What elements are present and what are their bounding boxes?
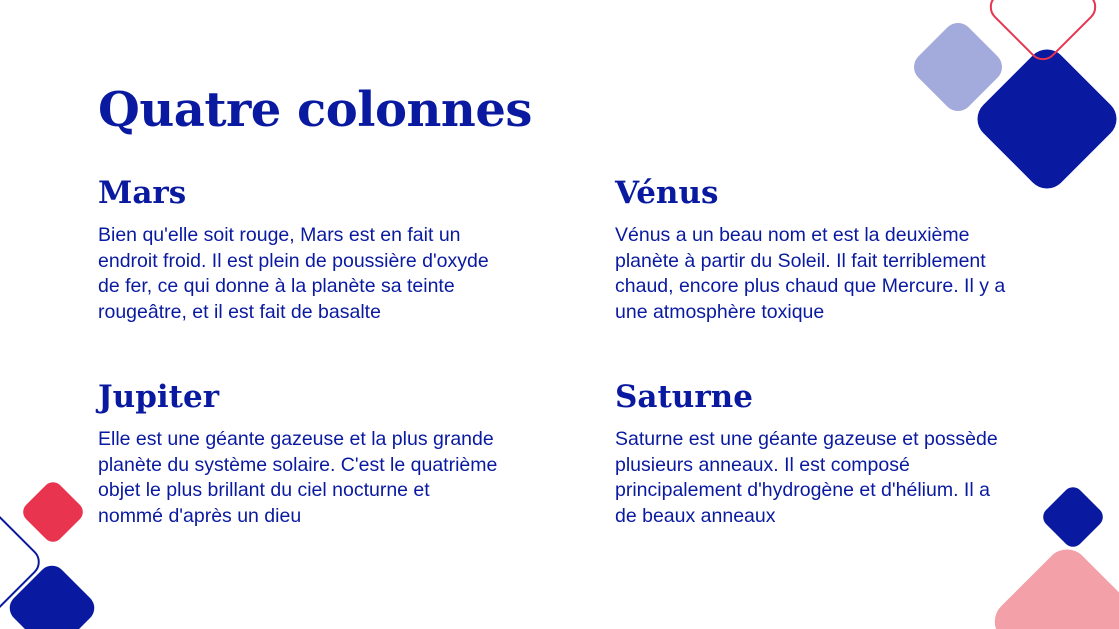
navy-outline-diamond-bottom-left <box>0 505 45 618</box>
column-saturne <box>615 377 1015 529</box>
navy-diamond-bottom-left <box>4 560 100 629</box>
column-heading: Vénus <box>615 175 719 211</box>
column-heading: Jupiter <box>98 379 220 415</box>
column-jupiter <box>98 377 498 529</box>
column-text: Elle est une géante gazeuse et la plus grande planète du système solaire. C'est le quatrième objet le plus brillant du ciel nocturne et nommé d'après un dieu <box>98 428 498 527</box>
pink-diamond-bottom-right <box>986 540 1119 629</box>
column-text: Vénus a un beau nom et est la deuxième planète à partir du Soleil. Il fait terriblement chaud, encore plus chaud que Mercure. Il y a une atmosphère toxique <box>615 224 1006 323</box>
navy-diamond-bottom-right <box>1039 483 1107 551</box>
column-text: Saturne est une géante gazeuse et possède plusieurs anneaux. Il est composé principalement d'hydrogène et d'hélium. Il a de beaux anneaux <box>615 428 998 527</box>
red-diamond-bottom-left <box>19 478 87 546</box>
slide-title: Quatre colonnes <box>98 82 532 138</box>
column-text: Bien qu'elle soit rouge, Mars est en fait un endroit froid. Il est plein de poussière d'oxyde de fer, ce qui donne à la planète sa teinte rougeâtre, et il est fait de basalte <box>98 224 489 323</box>
red-outline-diamond-top-right <box>985 0 1101 65</box>
column-venus <box>615 173 1015 325</box>
column-mars <box>98 173 498 325</box>
column-heading: Mars <box>98 175 187 211</box>
column-heading: Saturne <box>615 379 753 415</box>
lavender-diamond-top-right <box>908 17 1008 117</box>
